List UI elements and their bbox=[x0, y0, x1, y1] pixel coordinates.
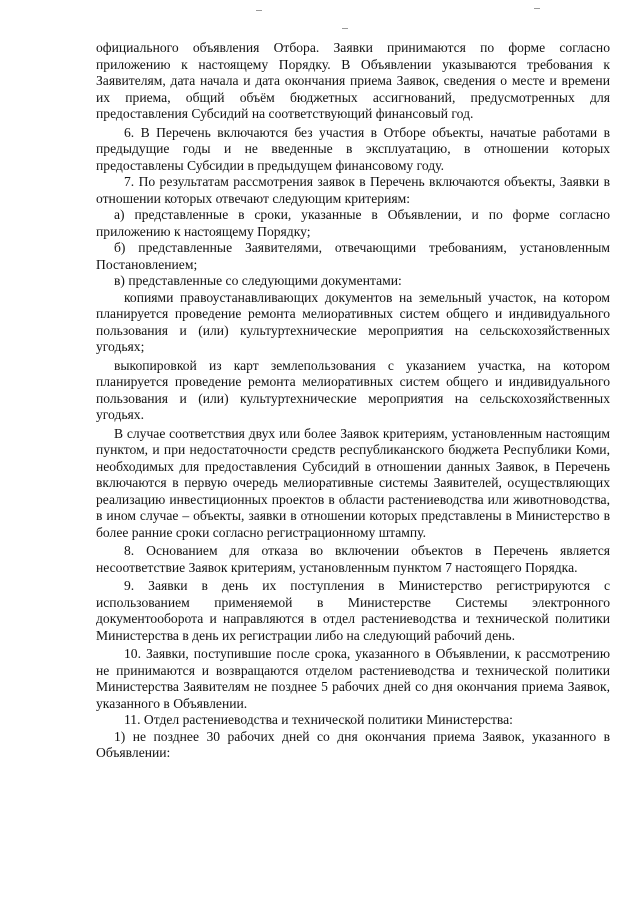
criterion-v: в) представленные со следующими документами: bbox=[114, 273, 402, 288]
paragraph-8: 8. Основанием для отказа во включении объектов в Перечень является несоответствие Заявок критериям, установленным пунктом 7 настоящего Порядка. bbox=[96, 543, 610, 575]
document-item-1: копиями правоустанавливающих документов на земельный участок, на котором планируется проведение ремонта мелиоративных систем общего и индивидуального пользования и (или) культуртехнические мероприятия на сельскохозяйственных угодьях; bbox=[96, 289, 610, 354]
scan-mark bbox=[342, 28, 348, 29]
paragraph-offer: официального объявления Отбора. Заявки принимаются по форме согласно приложению к настоящему Порядку. В Объявлении указываются требования к Заявителям, дата начала и дата окончания приема Заявок, сведения о месте и времени их приема, общий объём бюджетных ассигнований, предусмотренных для предоставления Субсидий на соответствующий финансовый год. bbox=[96, 40, 610, 121]
paragraph-10: 10. Заявки, поступившие после срока, указанного в Объявлении, к рассмотрению не принимаются и возвращаются отделом растениеводства и технической политики Министерства Заявителям не позднее 5 рабочих дней со дня окончания приема Заявок, указанного в Объявлении. bbox=[96, 646, 610, 711]
paragraph-11: 11. Отдел растениеводства и технической политики Министерства: bbox=[124, 712, 513, 727]
paragraph-7: 7. По результатам рассмотрения заявок в Перечень включаются объекты, Заявки в отношении которых отвечают следующим критериям: bbox=[96, 174, 610, 206]
criterion-a: а) представленные в сроки, указанные в Объявлении, и по форме согласно приложению к настоящему Порядку; bbox=[96, 207, 610, 239]
scan-mark bbox=[534, 8, 540, 9]
paragraph-11-item-1: 1) не позднее 30 рабочих дней со дня окончания приема Заявок, указанного в Объявлении: bbox=[96, 728, 610, 760]
document-body bbox=[96, 40, 610, 762]
scan-mark bbox=[256, 10, 262, 11]
paragraph-6: 6. В Перечень включаются без участия в Отборе объекты, начатые работами в предыдущие годы и не введенные в эксплуатацию, в отношении которых предоставлены Субсидии в предыдущем финансовому году. bbox=[96, 124, 610, 173]
paragraph-priority: В случае соответствия двух или более Заявок критериям, установленным настоящим пунктом, и при недостаточности средств республиканского бюджета Республики Коми, необходимых для предоставления Субсидий в отношении данных Заявок, в Перечень включаются в первую очередь мелиоративные системы Заявителей, осуществляющих реализацию инвестиционных проектов в области растениеводства или животноводства, в ином случае – объекты, заявки в отношении которых представлены в Министерство в более ранние сроки согласно регистрационному штампу. bbox=[96, 425, 610, 540]
criterion-b: б) представленные Заявителями, отвечающими требованиям, установленным Постановлением; bbox=[96, 240, 610, 272]
paragraph-9: 9. Заявки в день их поступления в Министерство регистрируются с использованием применяемой в Министерстве Системы электронного документооборота и направляются в отдел растениеводства и технической политики Министерства в день их регистрации либо на следующий рабочий день. bbox=[96, 578, 610, 643]
document-item-2: выкопировкой из карт землепользования с указанием участка, на котором планируется проведение ремонта мелиоративных систем общего и индивидуального пользования и (или) культуртехнические мероприятия на сельскохозяйственных угодьях. bbox=[96, 357, 610, 422]
